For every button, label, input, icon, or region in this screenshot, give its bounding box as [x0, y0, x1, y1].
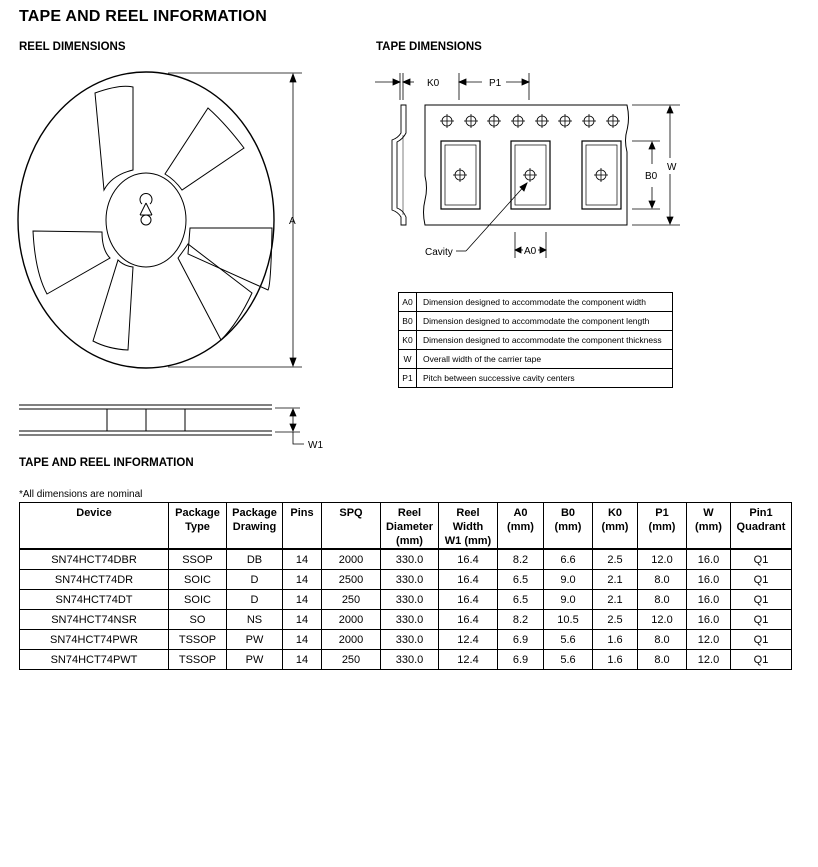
table-row	[20, 549, 792, 570]
table-cell: 6.5	[498, 590, 544, 610]
column-header-line: (mm)	[695, 521, 722, 533]
table-row	[20, 590, 792, 610]
column-header-line: Type	[185, 521, 210, 533]
table-cell: 10.5	[544, 610, 593, 630]
tape-label-w: W	[667, 162, 677, 173]
tape-dimensions-title: TAPE DIMENSIONS	[376, 41, 482, 53]
nominal-note: *All dimensions are nominal	[19, 489, 143, 500]
table-cell: Q1	[731, 650, 792, 670]
legend-symbol: W	[399, 350, 417, 369]
dimension-legend	[398, 292, 673, 388]
tape-label-a0: A0	[524, 246, 537, 257]
table-cell: 330.0	[381, 590, 439, 610]
column-header-line: K0	[607, 507, 623, 519]
reel-side-diagram	[0, 395, 340, 460]
column-header-line: (mm)	[601, 521, 629, 533]
table-cell: DB	[227, 549, 283, 570]
column-header-line: Package	[232, 507, 277, 519]
table-cell: 12.4	[439, 630, 498, 650]
column-header-line: Drawing	[232, 521, 277, 533]
tape-diagram	[370, 60, 700, 275]
reel-label-w1: W1	[308, 440, 323, 451]
table-row	[20, 610, 792, 630]
table-cell: SN74HCT74PWT	[20, 650, 169, 670]
table-cell: SN74HCT74PWR	[20, 630, 169, 650]
table-cell: 330.0	[381, 610, 439, 630]
column-header-line: Diameter	[385, 521, 434, 533]
column-header	[322, 503, 381, 550]
table-cell: 330.0	[381, 549, 439, 570]
table-cell: 16.0	[687, 570, 731, 590]
table-cell: NS	[227, 610, 283, 630]
reel-front-diagram	[0, 60, 340, 380]
column-header-line: Pin1	[749, 507, 773, 519]
column-header-line: (mm)	[507, 521, 534, 533]
table-cell: 16.0	[687, 590, 731, 610]
table-cell: 14	[283, 650, 322, 670]
table-cell: SO	[169, 610, 227, 630]
table-cell: 14	[283, 630, 322, 650]
table-cell: 5.6	[544, 630, 593, 650]
table-cell: 8.0	[638, 630, 687, 650]
page-title: TAPE AND REEL INFORMATION	[19, 8, 267, 25]
table-cell: Q1	[731, 590, 792, 610]
column-header	[227, 503, 283, 550]
table-row	[20, 650, 792, 670]
column-header	[687, 503, 731, 550]
table-cell: 12.0	[638, 549, 687, 570]
legend-symbol: B0	[399, 312, 417, 331]
table-cell: 250	[322, 650, 381, 670]
column-header-line: (mm)	[554, 521, 582, 533]
table-cell: 8.0	[638, 590, 687, 610]
column-header-line: (mm)	[396, 535, 423, 547]
table-cell: 16.4	[439, 590, 498, 610]
table-cell: 12.0	[687, 650, 731, 670]
table-cell: 16.4	[439, 549, 498, 570]
table-cell: 14	[283, 610, 322, 630]
table-cell: 2.1	[593, 570, 638, 590]
table-cell: 12.0	[687, 630, 731, 650]
table-cell: 330.0	[381, 650, 439, 670]
table-cell: SN74HCT74DR	[20, 570, 169, 590]
column-header-line: Package	[175, 507, 220, 519]
column-header-line: Reel	[397, 507, 422, 519]
tape-label-p1: P1	[489, 78, 502, 89]
legend-row	[399, 293, 673, 312]
tape-label-k0: K0	[427, 78, 440, 89]
table-cell: 14	[283, 590, 322, 610]
legend-description: Dimension designed to accommodate the component length	[417, 312, 673, 331]
table-cell: SOIC	[169, 570, 227, 590]
table-header-row	[20, 503, 792, 550]
column-header	[439, 503, 498, 550]
table-cell: TSSOP	[169, 630, 227, 650]
table-cell: 2500	[322, 570, 381, 590]
table-cell: SOIC	[169, 590, 227, 610]
column-header-line: Device	[76, 507, 112, 519]
legend-symbol: A0	[399, 293, 417, 312]
legend-description: Overall width of the carrier tape	[417, 350, 673, 369]
table-cell: 14	[283, 570, 322, 590]
table-cell: 16.0	[687, 610, 731, 630]
reel-label-a: A	[289, 216, 296, 227]
table-cell: 1.6	[593, 650, 638, 670]
table-row	[20, 630, 792, 650]
column-header-line: Pins	[290, 507, 314, 519]
column-header	[593, 503, 638, 550]
column-header-line: B0	[560, 507, 576, 519]
table-cell: 5.6	[544, 650, 593, 670]
legend-description: Dimension designed to accommodate the component width	[417, 293, 673, 312]
table-cell: 8.0	[638, 570, 687, 590]
table-cell: 330.0	[381, 570, 439, 590]
legend-row	[399, 331, 673, 350]
table-cell: D	[227, 570, 283, 590]
table-cell: 12.4	[439, 650, 498, 670]
column-header-line: A0	[513, 507, 528, 519]
table-cell: 250	[322, 590, 381, 610]
column-header	[169, 503, 227, 550]
legend-description: Dimension designed to accommodate the component thickness	[417, 331, 673, 350]
table-cell: Q1	[731, 570, 792, 590]
table-cell: 12.0	[638, 610, 687, 630]
column-header	[283, 503, 322, 550]
tape-label-cavity: Cavity	[425, 247, 453, 258]
table-cell: 16.0	[687, 549, 731, 570]
legend-symbol: K0	[399, 331, 417, 350]
table-cell: 8.2	[498, 610, 544, 630]
table-cell: SN74HCT74DBR	[20, 549, 169, 570]
table-cell: 14	[283, 549, 322, 570]
column-header-line: Quadrant	[736, 521, 786, 533]
table-cell: 9.0	[544, 570, 593, 590]
legend-row	[399, 369, 673, 388]
reel-dimensions-title: REEL DIMENSIONS	[19, 41, 126, 53]
table-cell: 16.4	[439, 610, 498, 630]
table-cell: D	[227, 590, 283, 610]
table-cell: 16.4	[439, 570, 498, 590]
table-cell: 2.1	[593, 590, 638, 610]
table-cell: 9.0	[544, 590, 593, 610]
table-cell: 8.2	[498, 549, 544, 570]
table-cell: 6.9	[498, 650, 544, 670]
column-header-line: P1	[655, 507, 669, 519]
tape-reel-table	[19, 502, 792, 670]
table-cell: PW	[227, 650, 283, 670]
table-cell: SN74HCT74NSR	[20, 610, 169, 630]
column-header-line: SPQ	[339, 507, 363, 519]
legend-description: Pitch between successive cavity centers	[417, 369, 673, 388]
table-cell: 6.5	[498, 570, 544, 590]
column-header	[381, 503, 439, 550]
table-cell: 2000	[322, 630, 381, 650]
table-cell: SN74HCT74DT	[20, 590, 169, 610]
table-cell: 1.6	[593, 630, 638, 650]
column-header-line: W1 (mm)	[444, 535, 492, 547]
column-header	[498, 503, 544, 550]
column-header-line: Width	[452, 521, 484, 533]
column-header-line: W	[703, 507, 714, 519]
table-body	[20, 549, 792, 670]
column-header	[20, 503, 169, 550]
table-cell: Q1	[731, 610, 792, 630]
table-cell: Q1	[731, 549, 792, 570]
table-cell: 2000	[322, 610, 381, 630]
column-header	[731, 503, 792, 550]
table-cell: 330.0	[381, 630, 439, 650]
column-header-line: Reel	[456, 507, 480, 519]
legend-row	[399, 312, 673, 331]
column-header	[638, 503, 687, 550]
legend-symbol: P1	[399, 369, 417, 388]
legend-row	[399, 350, 673, 369]
table-cell: 2000	[322, 549, 381, 570]
tape-label-b0: B0	[645, 171, 658, 182]
info-section-title: TAPE AND REEL INFORMATION	[19, 457, 194, 469]
table-cell: 8.0	[638, 650, 687, 670]
table-cell: 6.6	[544, 549, 593, 570]
column-header-line: (mm)	[648, 521, 676, 533]
column-header	[544, 503, 593, 550]
table-cell: TSSOP	[169, 650, 227, 670]
table-row	[20, 570, 792, 590]
table-cell: 2.5	[593, 610, 638, 630]
table-cell: PW	[227, 630, 283, 650]
table-cell: Q1	[731, 630, 792, 650]
table-cell: 6.9	[498, 630, 544, 650]
table-cell: SSOP	[169, 549, 227, 570]
table-cell: 2.5	[593, 549, 638, 570]
